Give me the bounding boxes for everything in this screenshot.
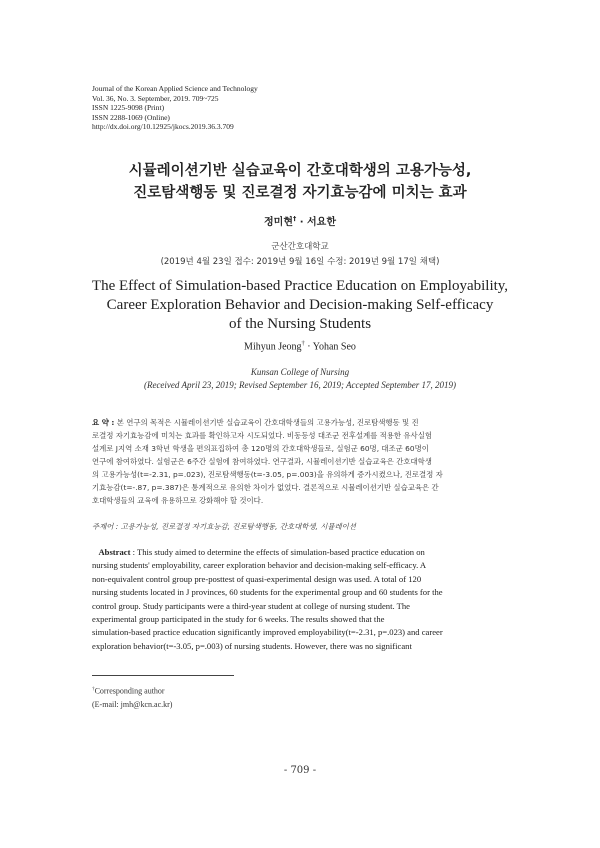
footnote-corresponding-author: Corresponding author [94, 686, 165, 696]
korean-abstract-line: 본 연구의 목적은 시뮬레이션기반 실습교육이 간호대학생들의 고용가능성, 진로탐색행동 및 진 [114, 418, 419, 427]
korean-abstract-line: 호대학생들의 교육에 유용하므로 강화해야 할 것이다. [92, 496, 264, 505]
footnote [92, 683, 172, 711]
journal-issn-online: ISSN 2288-1069 (Online) [92, 112, 170, 122]
english-abstract-line: non-equivalent control group pre-posttest of quasi-experimental design was used. A total of 120 [92, 573, 422, 584]
english-abstract-line: nursing students' employability, career exploration behavior and decision-making self-efficacy. A [92, 560, 427, 571]
korean-affiliation: 군산간호대학교 [271, 242, 329, 252]
korean-title [0, 160, 600, 204]
page-number: - 709 - [283, 765, 317, 776]
korean-abstract-line: 로결정 자기효능감에 미치는 효과를 확인하고자 시도되었다. 비동등성 대조군 전후설계를 적용한 유사실험 [92, 431, 432, 440]
english-title-line2: Career Exploration Behavior and Decision-making Self-efficacy [106, 297, 494, 313]
korean-title-line2: 진로탐색행동 및 진로결정 자기효능감에 미치는 효과 [133, 185, 467, 201]
english-author-2: Yohan Seo [312, 341, 356, 353]
english-abstract-line: : This study aimed to determine the effects of simulation-based practice education on [130, 547, 425, 557]
korean-abstract-line: 설계로 J지역 소재 3학년 학생을 편의표집하여 총 120명의 간호대학생들로, 실험군 60명, 대조군 60명이 [92, 444, 429, 453]
english-abstract [92, 546, 508, 653]
english-abstract-line: control group. Study participants were a third-year student at college of nursing student. The [92, 600, 410, 611]
english-abstract-label: Abstract [98, 547, 131, 557]
english-abstract-line: experimental group participated in the study for 6 weeks. The results showed that the [92, 614, 385, 625]
korean-authors [0, 213, 600, 228]
korean-abstract-label: 요 약 : [92, 418, 115, 427]
journal-volume: Vol. 36, No. 3. September, 2019. 709~725 [92, 93, 219, 103]
corresponding-mark: † [92, 686, 95, 692]
korean-abstract-line: 의 고용가능성(t=-2.31, p=.023), 진로탐색행동(t=-3.05, p=.003)을 유의하게 증가시켰으나, 진로결정 자 [92, 470, 443, 479]
korean-dates: (2019년 4월 23일 접수: 2019년 9월 16일 수정: 2019년 9월 17일 채택) [160, 257, 440, 267]
english-abstract-line: nursing students located in J provinces, 60 students for the experimental group and 60 students for the [92, 587, 443, 598]
english-affiliation: Kunsan College of Nursing [250, 367, 350, 377]
author-separator: · [304, 341, 313, 353]
footnote-email: (E-mail: jmh@kcn.ac.kr) [92, 699, 173, 709]
english-authors [0, 340, 600, 352]
korean-title-line1: 시뮬레이션기반 실습교육이 간호대학생의 고용가능성, [128, 163, 472, 179]
korean-keywords: 주제어 : 고용가능성, 진로결정 자기효능감, 진로탐색행동, 간호대학생, 시뮬레이션 [92, 522, 356, 531]
korean-abstract [92, 416, 508, 507]
journal-name: Journal of the Korean Applied Science and Technology [92, 84, 258, 93]
footnote-divider [92, 675, 234, 676]
korean-author-2: 서요한 [307, 217, 336, 228]
korean-abstract-line: 기효능감(t=-.87, p=.387)은 통계적으로 유의한 차이가 없었다. 결론적으로 시뮬레이션기반 실습교육은 간 [92, 483, 439, 492]
corresponding-mark: † [292, 214, 297, 223]
english-abstract-line: exploration behavior(t=-3.05, p=.003) of nursing students. However, there was no significant [92, 640, 412, 651]
english-dates: (Received April 23, 2019; Revised September 16, 2019; Accepted September 17, 2019) [143, 380, 457, 390]
english-title-line1: The Effect of Simulation-based Practice Education on Employability, [91, 278, 509, 294]
english-title [0, 277, 600, 334]
corresponding-mark: † [301, 340, 305, 347]
journal-doi: http://dx.doi.org/10.12925/jkocs.2019.36.3.709 [92, 122, 234, 132]
english-abstract-line: simulation-based practice education significantly improved employability(t=-2.31, p=.023) and career [92, 627, 443, 638]
journal-header [92, 84, 258, 132]
author-separator: · [296, 217, 307, 228]
journal-issn-print: ISSN 1225-9098 (Print) [92, 103, 165, 113]
english-author-1: Mihyun Jeong [244, 341, 302, 353]
english-title-line3: of the Nursing Students [228, 316, 372, 332]
korean-abstract-line: 연구에 참여하였다. 실험군은 6주간 실험에 참여하였다. 연구결과, 시뮬레이션기반 실습교육은 간호대학생 [92, 457, 432, 466]
korean-author-1: 정미현 [264, 217, 293, 228]
